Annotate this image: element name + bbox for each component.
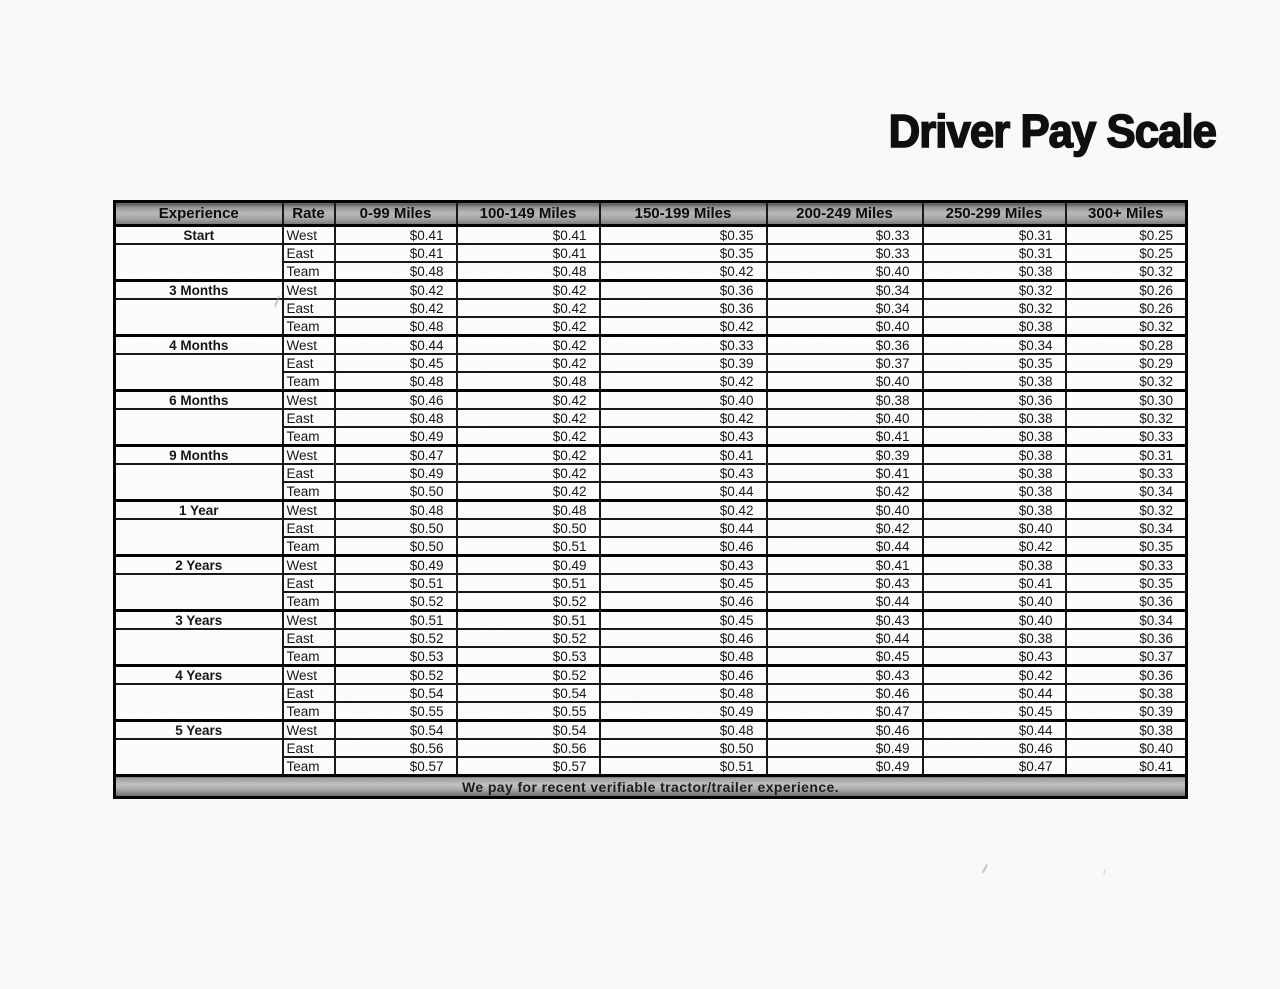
experience-empty-cell bbox=[115, 739, 283, 776]
rate-cell: Team bbox=[283, 537, 335, 556]
experience-cell: 3 Years bbox=[115, 611, 283, 630]
pay-rate-cell: $0.39 bbox=[600, 354, 767, 372]
pay-rate-cell: $0.29 bbox=[1066, 354, 1187, 372]
table-row bbox=[115, 629, 1187, 647]
pay-rate-cell: $0.41 bbox=[457, 226, 600, 245]
rate-cell: Team bbox=[283, 482, 335, 501]
pay-rate-cell: $0.48 bbox=[335, 409, 457, 427]
rate-cell: East bbox=[283, 409, 335, 427]
pay-rate-cell: $0.35 bbox=[1066, 537, 1187, 556]
pay-rate-cell: $0.50 bbox=[335, 537, 457, 556]
pay-rate-cell: $0.32 bbox=[923, 299, 1066, 317]
pay-rate-cell: $0.49 bbox=[600, 702, 767, 721]
table-header bbox=[115, 202, 1187, 226]
pay-rate-cell: $0.46 bbox=[923, 739, 1066, 757]
pay-rate-cell: $0.54 bbox=[457, 721, 600, 740]
pay-rate-cell: $0.26 bbox=[1066, 299, 1187, 317]
pay-rate-cell: $0.54 bbox=[457, 684, 600, 702]
pay-rate-cell: $0.43 bbox=[767, 574, 923, 592]
pay-rate-cell: $0.37 bbox=[1066, 647, 1187, 666]
pay-rate-cell: $0.35 bbox=[1066, 574, 1187, 592]
experience-empty-cell bbox=[115, 684, 283, 721]
table-row bbox=[115, 336, 1187, 355]
pay-rate-cell: $0.32 bbox=[923, 281, 1066, 300]
pay-rate-cell: $0.51 bbox=[335, 574, 457, 592]
pay-rate-cell: $0.42 bbox=[923, 666, 1066, 685]
pay-rate-cell: $0.49 bbox=[767, 739, 923, 757]
pay-rate-cell: $0.42 bbox=[457, 391, 600, 410]
rate-cell: East bbox=[283, 244, 335, 262]
pay-rate-cell: $0.49 bbox=[335, 427, 457, 446]
pay-rate-cell: $0.50 bbox=[335, 519, 457, 537]
pay-rate-cell: $0.39 bbox=[767, 446, 923, 465]
pay-rate-cell: $0.38 bbox=[923, 629, 1066, 647]
pay-rate-cell: $0.41 bbox=[335, 244, 457, 262]
table-row bbox=[115, 446, 1187, 465]
pay-rate-cell: $0.42 bbox=[457, 336, 600, 355]
pay-rate-cell: $0.45 bbox=[600, 611, 767, 630]
pay-rate-cell: $0.42 bbox=[335, 281, 457, 300]
rate-cell: West bbox=[283, 611, 335, 630]
pay-rate-cell: $0.41 bbox=[457, 244, 600, 262]
experience-empty-cell bbox=[115, 574, 283, 611]
rate-cell: Team bbox=[283, 262, 335, 281]
pay-rate-cell: $0.44 bbox=[767, 592, 923, 611]
pay-rate-cell: $0.38 bbox=[923, 262, 1066, 281]
pay-rate-cell: $0.40 bbox=[767, 409, 923, 427]
experience-empty-cell bbox=[115, 464, 283, 501]
pay-rate-cell: $0.44 bbox=[923, 721, 1066, 740]
pay-rate-cell: $0.42 bbox=[600, 409, 767, 427]
pay-rate-cell: $0.54 bbox=[335, 721, 457, 740]
table-row bbox=[115, 666, 1187, 685]
header-cell-150-199-miles: 150-199 Miles bbox=[600, 202, 767, 226]
pay-rate-cell: $0.32 bbox=[1066, 262, 1187, 281]
table-row bbox=[115, 684, 1187, 702]
pay-rate-cell: $0.47 bbox=[335, 446, 457, 465]
pay-rate-cell: $0.43 bbox=[767, 611, 923, 630]
pay-rate-cell: $0.38 bbox=[923, 556, 1066, 575]
pay-rate-cell: $0.33 bbox=[767, 244, 923, 262]
pay-rate-cell: $0.48 bbox=[335, 501, 457, 520]
pay-rate-cell: $0.52 bbox=[335, 629, 457, 647]
pay-rate-cell: $0.36 bbox=[600, 281, 767, 300]
experience-empty-cell bbox=[115, 299, 283, 336]
pay-rate-cell: $0.38 bbox=[923, 372, 1066, 391]
table-row bbox=[115, 556, 1187, 575]
pay-rate-cell: $0.46 bbox=[767, 684, 923, 702]
pay-rate-cell: $0.38 bbox=[1066, 721, 1187, 740]
pay-rate-cell: $0.42 bbox=[600, 372, 767, 391]
rate-cell: West bbox=[283, 391, 335, 410]
pay-rate-cell: $0.44 bbox=[335, 336, 457, 355]
pay-rate-cell: $0.44 bbox=[767, 537, 923, 556]
pay-rate-cell: $0.48 bbox=[335, 317, 457, 336]
pay-rate-cell: $0.36 bbox=[600, 299, 767, 317]
experience-cell: Start bbox=[115, 226, 283, 245]
pay-rate-cell: $0.40 bbox=[600, 391, 767, 410]
pay-rate-cell: $0.31 bbox=[923, 244, 1066, 262]
pay-rate-cell: $0.51 bbox=[457, 611, 600, 630]
pay-rate-cell: $0.34 bbox=[1066, 482, 1187, 501]
experience-cell: 9 Months bbox=[115, 446, 283, 465]
pay-rate-cell: $0.36 bbox=[767, 336, 923, 355]
pay-rate-cell: $0.38 bbox=[923, 409, 1066, 427]
pay-rate-cell: $0.26 bbox=[1066, 281, 1187, 300]
pay-rate-cell: $0.52 bbox=[335, 666, 457, 685]
pay-rate-cell: $0.38 bbox=[923, 464, 1066, 482]
pay-rate-cell: $0.57 bbox=[457, 757, 600, 776]
pay-rate-cell: $0.32 bbox=[1066, 501, 1187, 520]
table-row bbox=[115, 739, 1187, 757]
pay-rate-cell: $0.40 bbox=[767, 501, 923, 520]
table-row bbox=[115, 281, 1187, 300]
pay-rate-cell: $0.50 bbox=[457, 519, 600, 537]
table-row bbox=[115, 574, 1187, 592]
table-row bbox=[115, 519, 1187, 537]
table-row bbox=[115, 501, 1187, 520]
pay-rate-cell: $0.42 bbox=[457, 446, 600, 465]
pay-rate-cell: $0.35 bbox=[600, 226, 767, 245]
pay-rate-cell: $0.42 bbox=[457, 317, 600, 336]
pay-rate-cell: $0.44 bbox=[923, 684, 1066, 702]
rate-cell: East bbox=[283, 464, 335, 482]
pay-rate-cell: $0.36 bbox=[923, 391, 1066, 410]
pay-rate-cell: $0.56 bbox=[335, 739, 457, 757]
table-row bbox=[115, 464, 1187, 482]
pay-rate-cell: $0.34 bbox=[1066, 519, 1187, 537]
pay-rate-cell: $0.40 bbox=[767, 262, 923, 281]
pay-rate-cell: $0.47 bbox=[923, 757, 1066, 776]
rate-cell: East bbox=[283, 354, 335, 372]
rate-cell: Team bbox=[283, 647, 335, 666]
pay-rate-cell: $0.48 bbox=[600, 684, 767, 702]
pay-rate-cell: $0.38 bbox=[923, 446, 1066, 465]
rate-cell: West bbox=[283, 666, 335, 685]
pay-rate-cell: $0.38 bbox=[1066, 684, 1187, 702]
pay-rate-cell: $0.43 bbox=[600, 464, 767, 482]
pay-rate-cell: $0.35 bbox=[923, 354, 1066, 372]
experience-cell: 5 Years bbox=[115, 721, 283, 740]
table-row bbox=[115, 299, 1187, 317]
pay-rate-cell: $0.45 bbox=[923, 702, 1066, 721]
pay-rate-cell: $0.55 bbox=[457, 702, 600, 721]
pay-rate-cell: $0.52 bbox=[457, 666, 600, 685]
pay-rate-cell: $0.49 bbox=[335, 556, 457, 575]
pay-rate-cell: $0.36 bbox=[1066, 592, 1187, 611]
pay-rate-cell: $0.46 bbox=[600, 629, 767, 647]
rate-cell: Team bbox=[283, 592, 335, 611]
pay-rate-cell: $0.33 bbox=[767, 226, 923, 245]
pay-rate-cell: $0.44 bbox=[600, 482, 767, 501]
footer-note: We pay for recent verifiable tractor/trailer experience. bbox=[115, 776, 1187, 798]
experience-empty-cell bbox=[115, 244, 283, 281]
pay-rate-cell: $0.44 bbox=[767, 629, 923, 647]
pay-rate-cell: $0.41 bbox=[1066, 757, 1187, 776]
pay-rate-cell: $0.40 bbox=[767, 317, 923, 336]
pay-rate-cell: $0.42 bbox=[923, 537, 1066, 556]
pay-rate-cell: $0.34 bbox=[767, 281, 923, 300]
pay-rate-cell: $0.46 bbox=[600, 592, 767, 611]
pay-rate-cell: $0.32 bbox=[1066, 372, 1187, 391]
pay-rate-cell: $0.46 bbox=[600, 537, 767, 556]
pay-rate-cell: $0.42 bbox=[457, 409, 600, 427]
pay-rate-cell: $0.39 bbox=[1066, 702, 1187, 721]
pay-rate-cell: $0.36 bbox=[1066, 629, 1187, 647]
pay-rate-cell: $0.45 bbox=[335, 354, 457, 372]
pay-rate-cell: $0.34 bbox=[1066, 611, 1187, 630]
pay-rate-cell: $0.43 bbox=[767, 666, 923, 685]
table-row bbox=[115, 611, 1187, 630]
pay-rate-cell: $0.48 bbox=[335, 262, 457, 281]
rate-cell: East bbox=[283, 574, 335, 592]
pay-rate-cell: $0.37 bbox=[767, 354, 923, 372]
pay-rate-cell: $0.43 bbox=[600, 556, 767, 575]
header-cell-200-249-miles: 200-249 Miles bbox=[767, 202, 923, 226]
pay-rate-cell: $0.41 bbox=[923, 574, 1066, 592]
experience-cell: 2 Years bbox=[115, 556, 283, 575]
pay-rate-cell: $0.41 bbox=[767, 427, 923, 446]
pay-rate-cell: $0.34 bbox=[767, 299, 923, 317]
rate-cell: East bbox=[283, 519, 335, 537]
pay-rate-cell: $0.51 bbox=[600, 757, 767, 776]
table-row bbox=[115, 391, 1187, 410]
pay-rate-cell: $0.52 bbox=[335, 592, 457, 611]
experience-cell: 4 Years bbox=[115, 666, 283, 685]
table-body bbox=[115, 226, 1187, 776]
pay-rate-cell: $0.50 bbox=[600, 739, 767, 757]
pay-rate-cell: $0.40 bbox=[923, 592, 1066, 611]
pay-rate-cell: $0.47 bbox=[767, 702, 923, 721]
pay-rate-cell: $0.49 bbox=[767, 757, 923, 776]
pay-rate-cell: $0.53 bbox=[457, 647, 600, 666]
rate-cell: Team bbox=[283, 702, 335, 721]
rate-cell: East bbox=[283, 299, 335, 317]
pay-rate-cell: $0.31 bbox=[923, 226, 1066, 245]
pay-rate-cell: $0.54 bbox=[335, 684, 457, 702]
rate-cell: East bbox=[283, 629, 335, 647]
pay-rate-cell: $0.49 bbox=[457, 556, 600, 575]
pay-rate-cell: $0.35 bbox=[600, 244, 767, 262]
pay-rate-cell: $0.33 bbox=[1066, 464, 1187, 482]
pay-rate-cell: $0.48 bbox=[457, 501, 600, 520]
pay-rate-cell: $0.43 bbox=[600, 427, 767, 446]
pay-rate-cell: $0.44 bbox=[600, 519, 767, 537]
pay-rate-cell: $0.49 bbox=[335, 464, 457, 482]
pay-rate-cell: $0.46 bbox=[767, 721, 923, 740]
pay-rate-cell: $0.46 bbox=[335, 391, 457, 410]
rate-cell: West bbox=[283, 721, 335, 740]
pay-rate-cell: $0.42 bbox=[600, 262, 767, 281]
pay-rate-cell: $0.45 bbox=[600, 574, 767, 592]
pay-rate-cell: $0.48 bbox=[457, 262, 600, 281]
pay-rate-cell: $0.38 bbox=[767, 391, 923, 410]
driver-pay-table bbox=[113, 200, 1188, 799]
experience-empty-cell bbox=[115, 409, 283, 446]
pay-rate-cell: $0.55 bbox=[335, 702, 457, 721]
pay-rate-cell: $0.42 bbox=[457, 354, 600, 372]
pay-rate-cell: $0.42 bbox=[600, 317, 767, 336]
pay-rate-cell: $0.33 bbox=[1066, 556, 1187, 575]
header-cell-rate: Rate bbox=[283, 202, 335, 226]
pay-rate-cell: $0.48 bbox=[457, 372, 600, 391]
experience-empty-cell bbox=[115, 629, 283, 666]
header-cell-300-miles: 300+ Miles bbox=[1066, 202, 1187, 226]
pay-rate-cell: $0.42 bbox=[457, 482, 600, 501]
header-cell-experience: Experience bbox=[115, 202, 283, 226]
pay-rate-cell: $0.42 bbox=[767, 482, 923, 501]
pay-rate-cell: $0.41 bbox=[767, 556, 923, 575]
header-cell-100-149-miles: 100-149 Miles bbox=[457, 202, 600, 226]
pay-rate-cell: $0.42 bbox=[457, 299, 600, 317]
pay-rate-cell: $0.30 bbox=[1066, 391, 1187, 410]
pay-rate-cell: $0.32 bbox=[1066, 409, 1187, 427]
experience-cell: 1 Year bbox=[115, 501, 283, 520]
pay-rate-cell: $0.56 bbox=[457, 739, 600, 757]
scan-artifact-mark bbox=[982, 864, 988, 873]
rate-cell: West bbox=[283, 556, 335, 575]
pay-rate-cell: $0.40 bbox=[1066, 739, 1187, 757]
experience-empty-cell bbox=[115, 354, 283, 391]
pay-rate-cell: $0.42 bbox=[335, 299, 457, 317]
rate-cell: West bbox=[283, 281, 335, 300]
table-row bbox=[115, 226, 1187, 245]
pay-rate-cell: $0.50 bbox=[335, 482, 457, 501]
pay-rate-cell: $0.48 bbox=[335, 372, 457, 391]
pay-rate-cell: $0.41 bbox=[767, 464, 923, 482]
pay-rate-cell: $0.42 bbox=[457, 281, 600, 300]
pay-rate-cell: $0.51 bbox=[457, 537, 600, 556]
header-cell-0-99-miles: 0-99 Miles bbox=[335, 202, 457, 226]
pay-rate-cell: $0.52 bbox=[457, 592, 600, 611]
pay-rate-cell: $0.32 bbox=[1066, 317, 1187, 336]
pay-rate-cell: $0.33 bbox=[1066, 427, 1187, 446]
pay-rate-cell: $0.40 bbox=[767, 372, 923, 391]
scan-artifact-mark bbox=[1103, 869, 1106, 875]
pay-rate-cell: $0.40 bbox=[923, 519, 1066, 537]
pay-rate-cell: $0.42 bbox=[600, 501, 767, 520]
rate-cell: East bbox=[283, 684, 335, 702]
pay-rate-cell: $0.34 bbox=[923, 336, 1066, 355]
footer-row bbox=[115, 776, 1187, 798]
header-row bbox=[115, 202, 1187, 226]
rate-cell: Team bbox=[283, 317, 335, 336]
rate-cell: Team bbox=[283, 757, 335, 776]
rate-cell: West bbox=[283, 446, 335, 465]
pay-rate-cell: $0.57 bbox=[335, 757, 457, 776]
rate-cell: Team bbox=[283, 427, 335, 446]
pay-rate-cell: $0.53 bbox=[335, 647, 457, 666]
pay-rate-cell: $0.42 bbox=[457, 427, 600, 446]
table-row bbox=[115, 721, 1187, 740]
page-title: Driver Pay Scale bbox=[888, 105, 1216, 157]
pay-rate-cell: $0.38 bbox=[923, 317, 1066, 336]
pay-rate-cell: $0.51 bbox=[335, 611, 457, 630]
pay-rate-cell: $0.31 bbox=[1066, 446, 1187, 465]
pay-rate-cell: $0.51 bbox=[457, 574, 600, 592]
pay-rate-cell: $0.48 bbox=[600, 721, 767, 740]
rate-cell: East bbox=[283, 739, 335, 757]
experience-cell: 6 Months bbox=[115, 391, 283, 410]
pay-rate-cell: $0.38 bbox=[923, 427, 1066, 446]
pay-rate-cell: $0.45 bbox=[767, 647, 923, 666]
pay-rate-cell: $0.41 bbox=[600, 446, 767, 465]
rate-cell: West bbox=[283, 501, 335, 520]
pay-rate-cell: $0.41 bbox=[335, 226, 457, 245]
pay-table-container bbox=[113, 200, 1188, 799]
experience-cell: 3 Months bbox=[115, 281, 283, 300]
pay-rate-cell: $0.36 bbox=[1066, 666, 1187, 685]
pay-rate-cell: $0.25 bbox=[1066, 226, 1187, 245]
pay-rate-cell: $0.28 bbox=[1066, 336, 1187, 355]
pay-rate-cell: $0.40 bbox=[923, 611, 1066, 630]
pay-rate-cell: $0.38 bbox=[923, 482, 1066, 501]
header-cell-250-299-miles: 250-299 Miles bbox=[923, 202, 1066, 226]
experience-cell: 4 Months bbox=[115, 336, 283, 355]
rate-cell: West bbox=[283, 226, 335, 245]
pay-rate-cell: $0.42 bbox=[767, 519, 923, 537]
pay-rate-cell: $0.48 bbox=[600, 647, 767, 666]
pay-rate-cell: $0.33 bbox=[600, 336, 767, 355]
pay-rate-cell: $0.38 bbox=[923, 501, 1066, 520]
rate-cell: West bbox=[283, 336, 335, 355]
table-footer bbox=[115, 776, 1187, 798]
pay-rate-cell: $0.25 bbox=[1066, 244, 1187, 262]
table-row bbox=[115, 354, 1187, 372]
pay-rate-cell: $0.46 bbox=[600, 666, 767, 685]
pay-rate-cell: $0.52 bbox=[457, 629, 600, 647]
rate-cell: Team bbox=[283, 372, 335, 391]
table-row bbox=[115, 409, 1187, 427]
pay-rate-cell: $0.42 bbox=[457, 464, 600, 482]
pay-rate-cell: $0.43 bbox=[923, 647, 1066, 666]
table-row bbox=[115, 244, 1187, 262]
experience-empty-cell bbox=[115, 519, 283, 556]
